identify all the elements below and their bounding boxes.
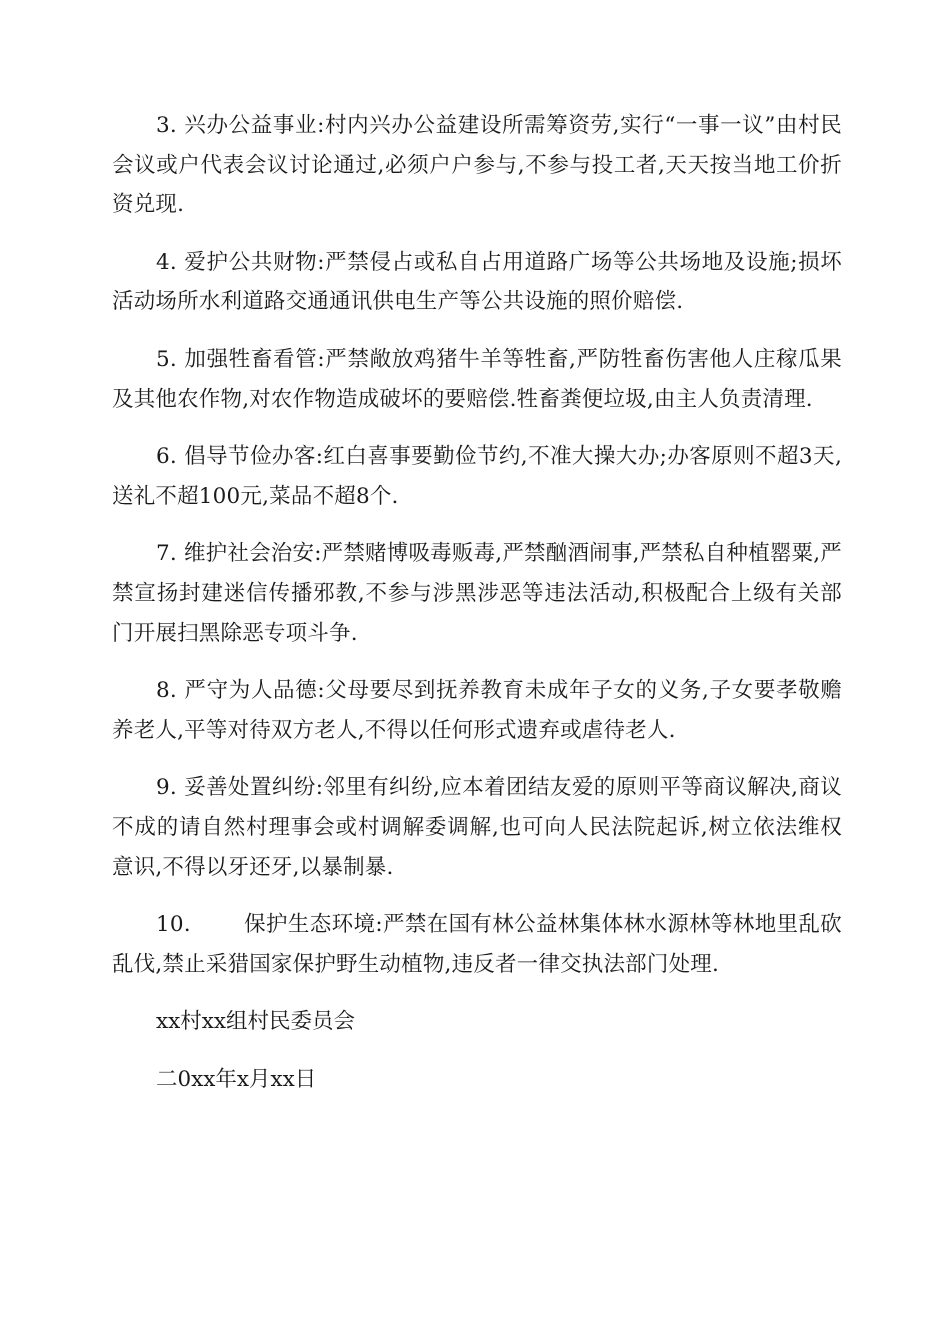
rule-text: 倡导节俭办客:红白喜事要勤俭节约,不准大操大办;办客原则不超3天,送礼不超100元,菜品不超8个.: [112, 444, 842, 509]
rule-text: 兴办公益事业:村内兴办公益建设所需筹资劳,实行“一事一议”由村民会议或户代表会议讨论通过,必须户户参与,不参与投工者,天天按当地工价折资兑现.: [112, 113, 842, 218]
document-body: [112, 106, 842, 1117]
rule-number: 10.: [156, 912, 191, 938]
rule-text: 严守为人品德:父母要尽到抚养教育未成年子女的义务,子女要孝敬赡养老人,平等对待双方老人,不得以任何形式遗弃或虐待老人.: [112, 678, 842, 743]
rule-item-10: [112, 905, 842, 984]
rule-number: 9.: [156, 775, 177, 801]
rule-number: 7.: [156, 541, 177, 567]
rule-number: 3.: [156, 113, 177, 138]
rule-item-5: [112, 340, 842, 419]
signature-committee: xx村xx组村民委员会: [156, 1009, 356, 1035]
rule-item-3: [112, 106, 842, 225]
rule-number: 5.: [156, 346, 177, 372]
rule-text: 保护生态环境:严禁在国有林公益林集体林水源林等林地里乱砍乱伐,禁止采猎国家保护野生动植物,违反者一律交执法部门处理.: [112, 912, 842, 977]
rule-item-8: [112, 671, 842, 750]
rule-text: 妥善处置纠纷:邻里有纠纷,应本着团结友爱的原则平等商议解决,商议不成的请自然村理事会或村调解委调解,也可向人民法院起诉,树立依法维权意识,不得以牙还牙,以暴制暴.: [112, 775, 842, 880]
rule-number: 6.: [156, 444, 177, 470]
rule-text: 爱护公共财物:严禁侵占或私自占用道路广场等公共场地及设施;损坏活动场所水利道路交通通讯供电生产等公共设施的照价赔偿.: [112, 249, 842, 315]
rule-item-4: [112, 243, 842, 322]
rule-number: 8.: [156, 678, 177, 704]
rule-item-9: [112, 768, 842, 887]
rule-item-7: [112, 534, 842, 653]
rule-number: 4.: [156, 249, 177, 275]
rule-text: 加强牲畜看管:严禁敞放鸡猪牛羊等牲畜,严防牲畜伤害他人庄稼瓜果及其他农作物,对农作物造成破坏的要赔偿.牲畜粪便垃圾,由主人负责清理.: [112, 346, 842, 412]
rule-text: 维护社会治安:严禁赌博吸毒贩毒,严禁酗酒闹事,严禁私自种植罂粟,严禁宣扬封建迷信传播邪教,不参与涉黑涉恶等违法活动,积极配合上级有关部门开展扫黑除恶专项斗争.: [112, 541, 842, 646]
rule-item-6: [112, 437, 842, 516]
signature-date: 二0xx年x月xx日: [156, 1066, 317, 1092]
